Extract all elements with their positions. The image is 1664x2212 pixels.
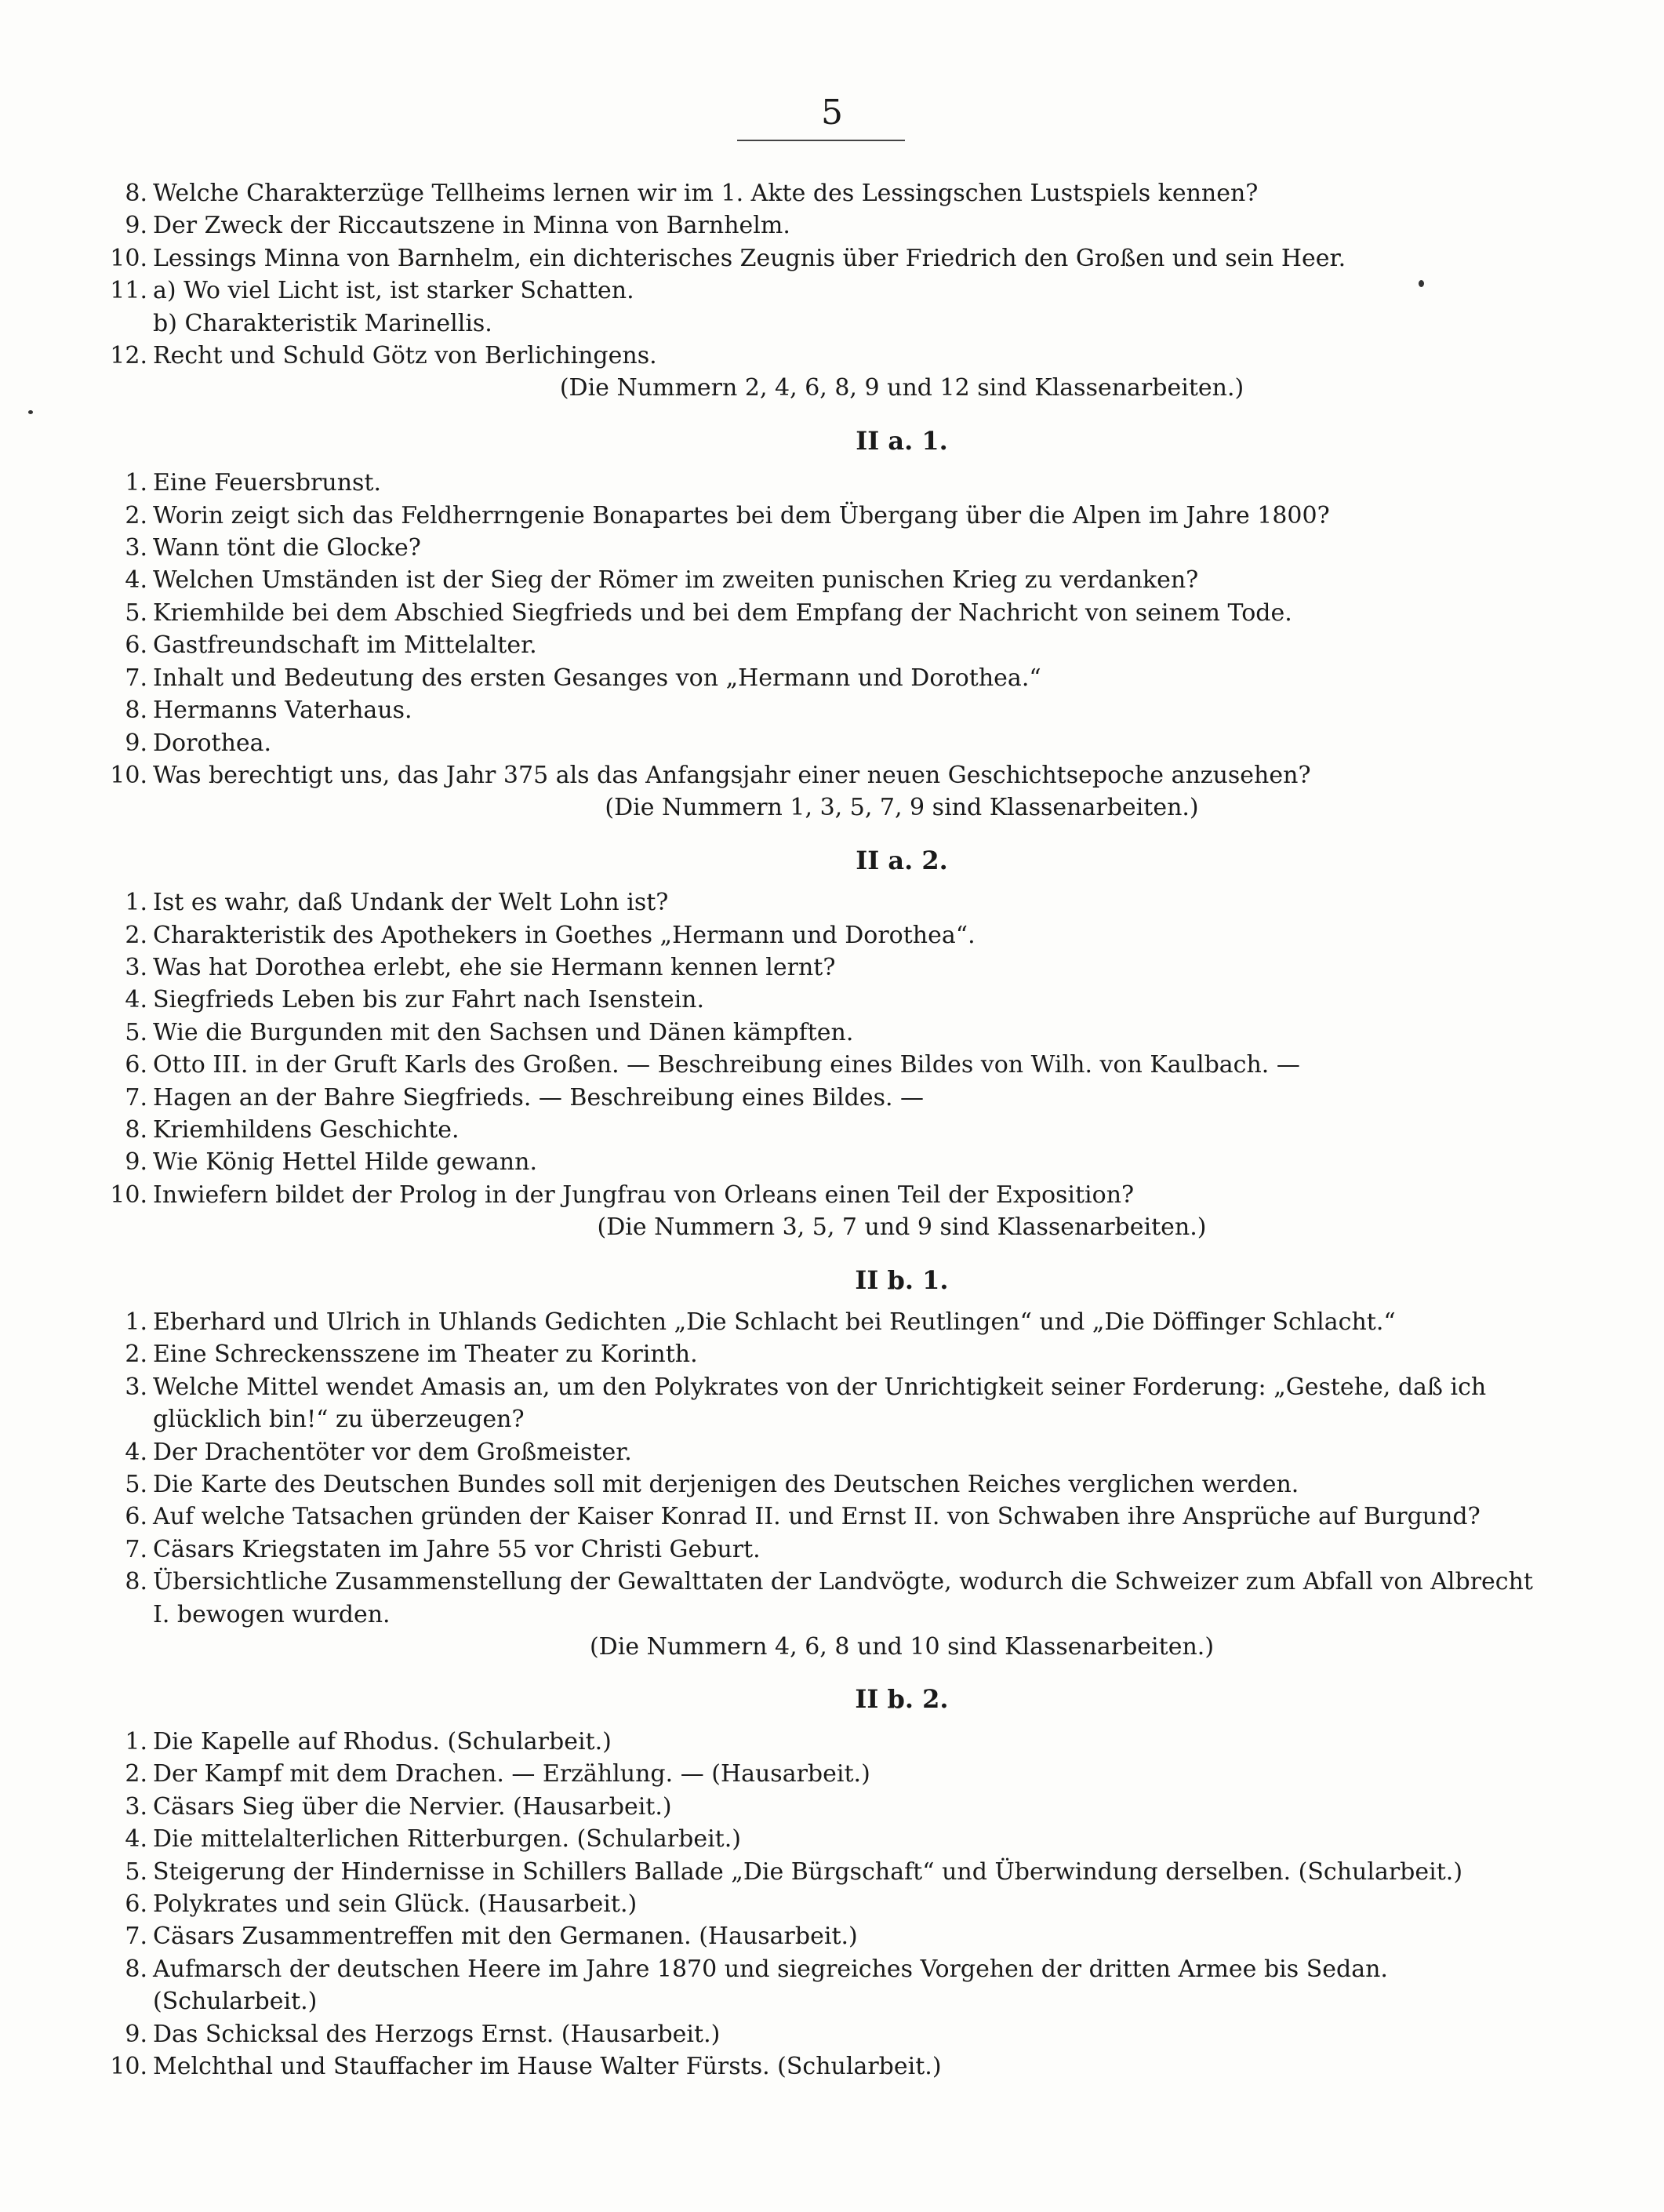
item-number: 8. — [125, 1955, 147, 1983]
item-number: 6. — [125, 1051, 147, 1079]
list-item — [110, 1049, 1553, 1081]
list-item — [110, 467, 1553, 499]
list-item — [110, 886, 1553, 919]
item-text: Das Schicksal des Herzogs Ernst. (Hausarbeit.) — [153, 2020, 721, 2048]
section-iia1 — [110, 425, 1553, 824]
item-number: 7. — [125, 1535, 147, 1563]
item-text: Wie die Burgunden mit den Sachsen und Dänen kämpften. — [153, 1018, 854, 1046]
item-number: 2. — [125, 501, 147, 529]
item-number: 6. — [125, 1503, 147, 1531]
list-item — [110, 1888, 1553, 1920]
item-text: Cäsars Kriegstaten im Jahre 55 vor Christi Geburt. — [153, 1535, 761, 1563]
section-heading: II b. 1. — [855, 1264, 949, 1295]
section-heading: II a. 2. — [856, 845, 948, 875]
list-item — [110, 1146, 1553, 1178]
item-text: Hagen an der Bahre Siegfrieds. — Beschreibung eines Bildes. — — [153, 1083, 925, 1111]
item-text: Die Karte des Deutschen Bundes soll mit derjenigen des Deutschen Reiches verglichen werden. — [153, 1471, 1299, 1499]
list-item — [110, 759, 1553, 791]
section-iib2 — [110, 1683, 1553, 2083]
item-number: 1. — [125, 1727, 147, 1755]
item-number: 5. — [125, 1857, 147, 1886]
document-body — [110, 177, 1553, 2083]
item-text: Was berechtigt uns, das Jahr 375 als das Anfangsjahr einer neuen Geschichtsepoche anzusehen? — [153, 761, 1311, 789]
list-item — [110, 1791, 1553, 1823]
item-text: Kriemhildens Geschichte. — [153, 1115, 460, 1144]
item-text: a) Wo viel Licht ist, ist starker Schatten. — [153, 277, 634, 305]
item-number: 3. — [125, 1373, 147, 1401]
item-number: 10. — [110, 2052, 147, 2080]
list-item — [110, 1726, 1553, 1758]
item-number: 9. — [125, 2020, 147, 2048]
item-text: Inhalt und Bedeutung des ersten Gesanges von „Hermann und Dorothea.“ — [153, 664, 1041, 692]
item-number: 8. — [125, 1115, 147, 1144]
item-number: 5. — [125, 1018, 147, 1046]
item-text: Eine Feuersbrunst. — [153, 469, 382, 497]
item-number: 4. — [125, 1438, 147, 1466]
item-number: 3. — [125, 534, 147, 562]
list-item — [110, 694, 1553, 726]
list-item — [110, 1436, 1553, 1468]
item-number: 2. — [125, 921, 147, 949]
item-text: Welchen Umständen ist der Sieg der Römer im zweiten punischen Krieg zu verdanken? — [153, 566, 1199, 595]
list-item — [110, 629, 1553, 661]
item-text: Wie König Hettel Hilde gewann. — [153, 1148, 537, 1177]
item-number: 7. — [125, 1083, 147, 1111]
item-text: Eberhard und Ulrich in Uhlands Gedichten „Die Schlacht bei Reutlingen“ und „Die Döffinger Schlacht.“ — [153, 1308, 1396, 1336]
page-number: 5 — [821, 93, 843, 133]
list-item — [110, 242, 1553, 275]
item-number: 3. — [125, 953, 147, 981]
item-number: 2. — [125, 1341, 147, 1369]
list-item — [110, 597, 1553, 629]
list-item — [110, 340, 1553, 372]
item-text: Worin zeigt sich das Feldherrngenie Bonapartes bei dem Übergang über die Alpen im Jahre 1800? — [153, 501, 1330, 529]
list-item — [110, 984, 1553, 1016]
section-note: (Die Nummern 3, 5, 7 und 9 sind Klassenarbeiten.) — [597, 1213, 1207, 1242]
item-text: Steigerung der Hindernisse in Schillers Ballade „Die Bürgschaft“ und Überwindung derselben. (Schularbeit.) — [153, 1857, 1463, 1886]
item-number: 7. — [125, 1923, 147, 1951]
item-text: Was hat Dorothea erlebt, ehe sie Hermann kennen lernt? — [153, 953, 836, 981]
item-number: 12. — [110, 342, 147, 370]
item-text: Übersichtliche Zusammenstellung der Gewalttaten der Landvögte, wodurch die Schweizer zum Abfall von Albrecht I. bewogen wurden. — [153, 1568, 1533, 1628]
item-number: 11. — [110, 277, 147, 305]
list-item — [110, 177, 1553, 209]
item-number: 6. — [125, 631, 147, 660]
item-number: 7. — [125, 664, 147, 692]
item-number: 8. — [125, 1568, 147, 1596]
item-text: Die mittelalterlichen Ritterburgen. (Schularbeit.) — [153, 1825, 741, 1854]
item-number: 1. — [125, 889, 147, 917]
item-text: Ist es wahr, daß Undank der Welt Lohn ist? — [153, 889, 669, 917]
item-text: Welche Charakterzüge Tellheims lernen wir im 1. Akte des Lessingschen Lustspiels kennen? — [153, 180, 1259, 207]
item-number: 2. — [125, 1760, 147, 1788]
item-text: Siegfrieds Leben bis zur Fahrt nach Isenstein. — [153, 986, 705, 1014]
item-text: Charakteristik des Apothekers in Goethes „Hermann und Dorothea“. — [153, 921, 976, 949]
section-heading: II b. 2. — [855, 1684, 949, 1715]
list-item — [110, 1566, 1553, 1631]
list-item — [110, 1823, 1553, 1855]
item-text: Recht und Schuld Götz von Berlichingens. — [153, 342, 657, 370]
list-item — [110, 1082, 1553, 1114]
item-text: Kriemhilde bei dem Abschied Siegfrieds und bei dem Empfang der Nachricht von seinem Tode. — [153, 598, 1292, 627]
item-text: Lessings Minna von Barnhelm, ein dichterisches Zeugnis über Friedrich den Großen und sein Heer. — [153, 244, 1346, 272]
list-item — [110, 1306, 1553, 1338]
item-text: Cäsars Zusammentreffen mit den Germanen. (Hausarbeit.) — [153, 1923, 858, 1951]
item-number: 8. — [125, 697, 147, 725]
list-item — [110, 1856, 1553, 1888]
list-item — [110, 1179, 1553, 1211]
item-number: 6. — [125, 1890, 147, 1918]
item-number: 9. — [125, 729, 147, 757]
item-text: Welche Mittel wendet Amasis an, um den Polykrates von der Unrichtigkeit seiner Forderung: „Gestehe, daß ich glücklich bin!“ zu überzeugen? — [153, 1373, 1487, 1434]
section-note: (Die Nummern 1, 3, 5, 7, 9 sind Klassenarbeiten.) — [605, 794, 1199, 822]
item-number: 9. — [125, 1148, 147, 1177]
item-number: 4. — [125, 1825, 147, 1854]
item-text: Hermanns Vaterhaus. — [153, 697, 412, 725]
list-item — [110, 1758, 1553, 1790]
list-item — [110, 209, 1553, 242]
item-number: 1. — [125, 1308, 147, 1336]
item-text: Dorothea. — [153, 729, 272, 757]
item-text: Melchthal und Stauffacher im Hause Walter Fürsts. (Schularbeit.) — [153, 2052, 942, 2080]
list-item — [110, 2050, 1553, 2083]
list-item — [110, 1017, 1553, 1049]
item-number: 10. — [110, 761, 147, 789]
item-text: Der Zweck der Riccautszene in Minna von Barnhelm. — [153, 212, 790, 240]
item-number: 10. — [110, 1181, 147, 1209]
item-number: 8. — [125, 180, 147, 207]
item-number: 5. — [125, 598, 147, 627]
section-iib1 — [110, 1264, 1553, 1664]
item-number: 4. — [125, 566, 147, 595]
page-number-rule — [737, 140, 905, 141]
item-text: Gastfreundschaft im Mittelalter. — [153, 631, 537, 660]
section-iia2 — [110, 845, 1553, 1244]
item-text: Otto III. in der Gruft Karls des Großen. — Beschreibung eines Bildes von Wilh. von Kaulbach. — — [153, 1051, 1300, 1079]
section-heading: II a. 1. — [856, 425, 948, 456]
list-item — [110, 1533, 1553, 1566]
list-item — [110, 1920, 1553, 1952]
top-list — [110, 177, 1553, 405]
item-text: Auf welche Tatsachen gründen der Kaiser Konrad II. und Ernst II. von Schwaben ihre Ansprüche auf Burgund? — [153, 1503, 1481, 1531]
list-item — [110, 1338, 1553, 1370]
list-item — [110, 1114, 1553, 1146]
ink-speck — [28, 410, 33, 414]
item-text: Der Drachentöter vor dem Großmeister. — [153, 1438, 632, 1466]
item-text: Cäsars Sieg über die Nervier. (Hausarbeit.) — [153, 1792, 672, 1821]
item-text: Die Kapelle auf Rhodus. (Schularbeit.) — [153, 1727, 612, 1755]
item-number: 1. — [125, 469, 147, 497]
item-number: 5. — [125, 1471, 147, 1499]
list-item — [110, 564, 1553, 596]
list-item — [110, 662, 1553, 694]
item-number: 4. — [125, 986, 147, 1014]
list-item — [110, 1371, 1553, 1436]
list-item — [110, 1468, 1553, 1501]
item-text: Eine Schreckensszene im Theater zu Korinth. — [153, 1341, 698, 1369]
section-note: (Die Nummern 4, 6, 8 und 10 sind Klassenarbeiten.) — [589, 1633, 1215, 1661]
item-text: Wann tönt die Glocke? — [153, 534, 421, 562]
list-item — [110, 532, 1553, 564]
item-text: b) Charakteristik Marinellis. — [153, 309, 492, 337]
list-item — [110, 951, 1553, 984]
list-item — [110, 919, 1553, 951]
list-item — [110, 1501, 1553, 1533]
list-item — [110, 307, 1553, 340]
item-number: 3. — [125, 1792, 147, 1821]
list-item — [110, 1953, 1553, 2018]
section-note: (Die Nummern 2, 4, 6, 8, 9 und 12 sind Klassenarbeiten.) — [559, 374, 1244, 402]
item-text: Aufmarsch der deutschen Heere im Jahre 1870 und siegreiches Vorgehen der dritten Armee bis Sedan. (Schularbeit.) — [153, 1955, 1388, 2016]
list-item — [110, 727, 1553, 759]
item-text: Inwiefern bildet der Prolog in der Jungfrau von Orleans einen Teil der Exposition? — [153, 1181, 1135, 1209]
item-number: 10. — [110, 244, 147, 272]
list-item — [110, 2018, 1553, 2050]
item-number: 9. — [125, 212, 147, 240]
list-item — [110, 500, 1553, 532]
item-text: Polykrates und sein Glück. (Hausarbeit.) — [153, 1890, 638, 1918]
item-text: Der Kampf mit dem Drachen. — Erzählung. — (Hausarbeit.) — [153, 1760, 870, 1788]
list-item — [110, 275, 1553, 307]
